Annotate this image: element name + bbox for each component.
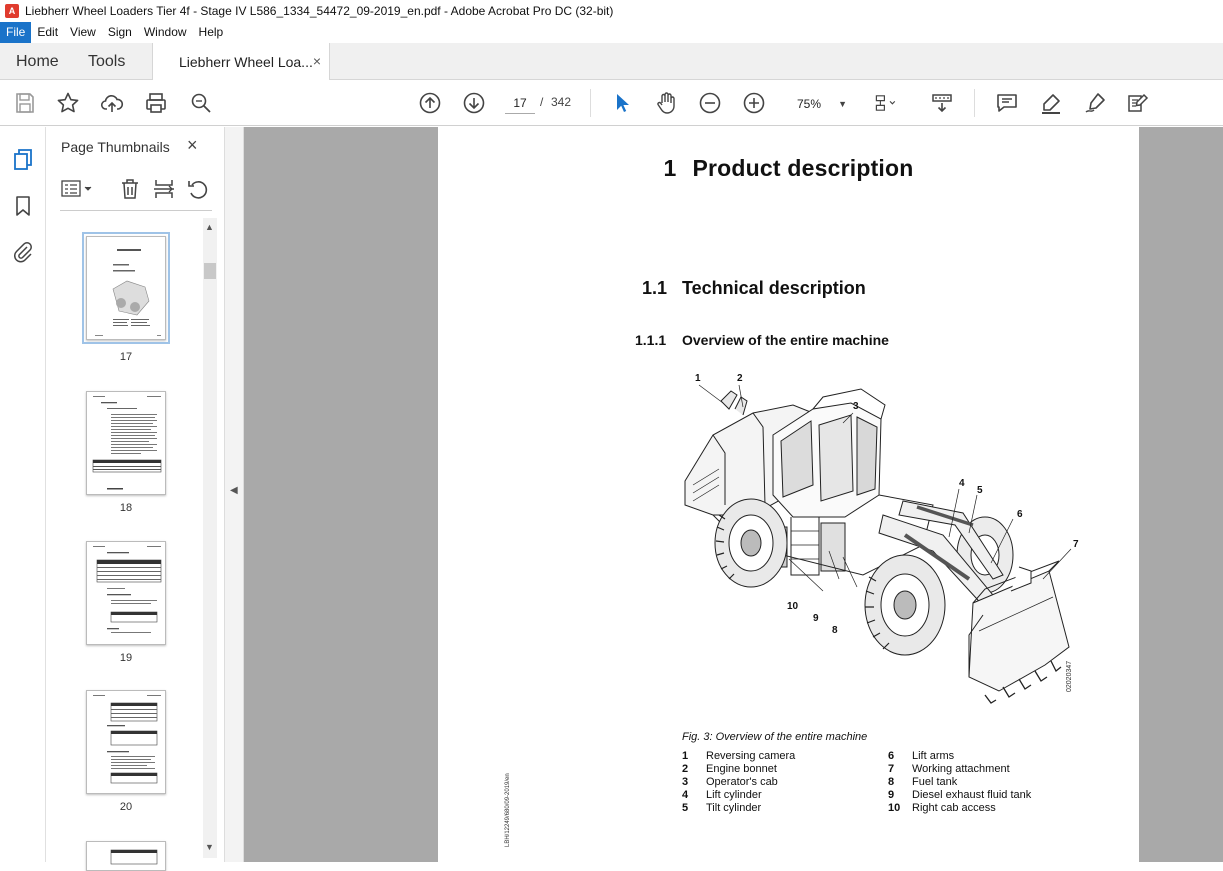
panel-close-icon[interactable]: × [187, 135, 198, 155]
tab-document-label: Liebherr Wheel Loa... [179, 54, 313, 70]
pages-icon[interactable] [11, 147, 35, 171]
page-thumbnail[interactable] [86, 841, 166, 871]
thumbnail-page-number: 18 [119, 502, 133, 514]
legend-item: 4 Lift cylinder [682, 789, 762, 801]
zoom-out-icon[interactable] [698, 91, 722, 115]
menu-bar [0, 22, 1223, 43]
toolbar-divider [590, 89, 591, 117]
menu-window[interactable]: Window [143, 25, 187, 39]
callout-2: 2 [737, 373, 743, 384]
menu-edit[interactable]: Edit [37, 25, 59, 39]
section-number: 1.1 [642, 278, 668, 298]
star-icon[interactable] [56, 91, 80, 115]
panel-divider [60, 210, 212, 211]
page-separator: / [540, 95, 544, 109]
tab-close-icon[interactable]: × [312, 53, 321, 69]
subsection-number: 1.1.1 [635, 332, 667, 348]
left-rail [0, 127, 46, 862]
zoom-value: 75% [797, 97, 822, 111]
callout-7: 7 [1073, 539, 1079, 550]
page-fit-icon[interactable] [874, 91, 898, 115]
callout-10: 10 [787, 601, 799, 612]
subsection-title: Overview of the entire machine [682, 332, 889, 348]
page-thumbnail[interactable] [86, 541, 166, 645]
legend-item: 7 Working attachment [888, 763, 1010, 775]
callout-1: 1 [695, 373, 701, 384]
zoom-in-icon[interactable] [742, 91, 766, 115]
delete-page-icon[interactable] [118, 177, 142, 201]
chapter-title: Product description [692, 155, 914, 181]
toolbar-divider [974, 89, 975, 117]
toolbar [0, 80, 1223, 126]
sign-icon[interactable] [1083, 91, 1107, 115]
thumbnail-page-number: 20 [119, 801, 133, 813]
edit-icon[interactable] [1126, 91, 1150, 115]
legend-item: 1 Reversing camera [682, 750, 796, 762]
menu-help[interactable]: Help [198, 25, 224, 39]
page-thumbnail[interactable] [86, 236, 166, 340]
pdf-page [438, 127, 1139, 862]
acrobat-app-icon: A [5, 4, 19, 18]
legend-item: 8 Fuel tank [888, 776, 958, 788]
callout-4: 4 [959, 478, 965, 489]
tab-tools[interactable]: Tools [88, 53, 126, 70]
menu-view[interactable]: View [70, 25, 96, 39]
prev-page-icon[interactable] [418, 91, 442, 115]
page-thumbnails-panel [46, 127, 224, 862]
thumbnail-scrollbar[interactable] [203, 218, 217, 858]
zoom-dropdown[interactable] [786, 91, 854, 115]
thumbnail-page-number: 17 [119, 351, 133, 363]
collapse-panel-icon[interactable]: ◀ [230, 485, 238, 496]
legend-item: 9 Diesel exhaust fluid tank [888, 789, 1032, 801]
find-icon[interactable] [189, 91, 213, 115]
thumbnail-page-number: 19 [119, 652, 133, 664]
scrollbar-thumb[interactable] [204, 263, 216, 279]
scroll-down-icon[interactable]: ▼ [205, 842, 214, 852]
page-thumbnail[interactable] [86, 690, 166, 794]
select-cursor-icon[interactable] [610, 91, 634, 115]
callout-3: 3 [853, 401, 859, 412]
legend-item: 3 Operator's cab [682, 776, 778, 788]
scroll-up-icon[interactable]: ▲ [205, 222, 214, 232]
document-view[interactable] [244, 127, 1223, 862]
options-menu-icon[interactable] [60, 177, 94, 201]
callout-9: 9 [813, 613, 819, 624]
tab-document[interactable] [152, 43, 330, 81]
chapter-number: 1 [663, 155, 677, 181]
document-code: LBH/12249/680/09-2019/en [505, 773, 511, 847]
attachment-icon[interactable] [11, 240, 35, 264]
window-title: Liebherr Wheel Loaders Tier 4f - Stage IV L586_1334_54472_09-2019_en.pdf - Adobe Acrobat Pro DC (32-bit) [25, 4, 614, 18]
scroll-mode-icon[interactable] [930, 91, 954, 115]
page-number-input[interactable] [505, 92, 535, 114]
thumbnail-preview [87, 542, 166, 645]
legend-item: 10 Right cab access [888, 802, 996, 814]
highlight-icon[interactable] [1039, 91, 1063, 115]
title-bar [0, 0, 1223, 22]
section-heading [642, 278, 866, 299]
thumbnail-preview [87, 392, 166, 495]
subsection-heading [635, 332, 889, 348]
menu-sign[interactable]: Sign [107, 25, 132, 39]
next-page-icon[interactable] [462, 91, 486, 115]
figure-caption: Fig. 3: Overview of the entire machine [682, 731, 868, 743]
chevron-down-icon: ▼ [838, 99, 847, 109]
wheel-loader-illustration [673, 365, 1083, 730]
tab-bar [0, 43, 1223, 80]
thumbnail-toolbar [60, 177, 210, 201]
bookmark-icon[interactable] [11, 194, 35, 218]
figure-code: 02020347 [1066, 660, 1073, 692]
rotate-page-icon[interactable] [186, 177, 210, 201]
page-thumbnail[interactable] [86, 391, 166, 495]
callout-5: 5 [977, 485, 983, 496]
callout-8: 8 [832, 625, 838, 636]
chapter-heading [438, 155, 1139, 182]
thumbnail-preview [87, 237, 166, 340]
legend-item: 5 Tilt cylinder [682, 802, 762, 814]
legend-item: 2 Engine bonnet [682, 763, 777, 775]
menu-file[interactable]: File [0, 22, 31, 43]
tab-home[interactable]: Home [16, 53, 59, 70]
insert-page-icon[interactable] [152, 177, 176, 201]
print-icon[interactable] [144, 91, 168, 115]
thumbnail-preview [87, 691, 166, 794]
panel-title: Page Thumbnails [61, 139, 170, 155]
legend-item: 6 Lift arms [888, 750, 955, 762]
hand-icon[interactable] [654, 91, 678, 115]
callout-6: 6 [1017, 509, 1023, 520]
thumbnail-preview [87, 842, 166, 871]
comment-icon[interactable] [995, 91, 1019, 115]
panel-splitter[interactable] [224, 127, 244, 862]
page-total: 342 [551, 95, 572, 109]
section-title: Technical description [682, 278, 866, 298]
upload-icon[interactable] [100, 91, 124, 115]
save-icon[interactable] [13, 91, 37, 115]
